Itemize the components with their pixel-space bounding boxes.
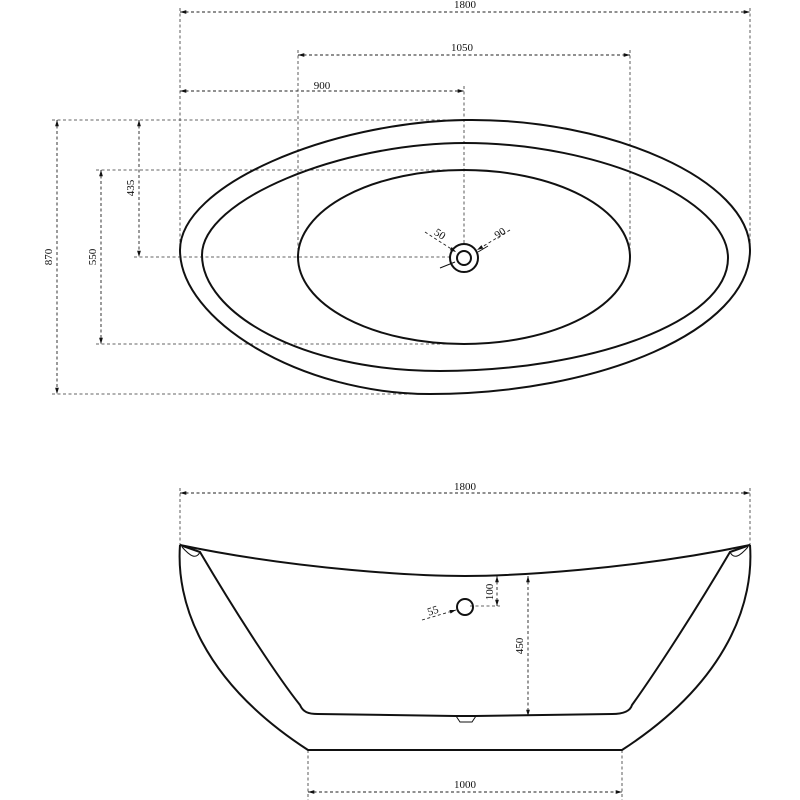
label-top-overall-length: 1800	[454, 0, 476, 11]
label-side-overflow-dia: 55	[425, 603, 441, 619]
tub-outer-rim	[180, 120, 750, 394]
tub-inner-rim	[202, 143, 728, 371]
label-top-overall-width: 870	[43, 248, 55, 266]
label-side-overflow-offset: 100	[484, 583, 496, 601]
label-drain-outer-dia: 90	[492, 225, 509, 242]
drain-outer	[450, 244, 478, 272]
side-view	[180, 481, 751, 800]
label-side-overall-length: 1800	[454, 481, 476, 493]
label-drain-inner-dia: 50	[431, 226, 448, 243]
label-top-drain-offset-y: 435	[125, 179, 137, 197]
overflow-hole	[457, 599, 473, 615]
label-top-bowl-width: 550	[87, 248, 99, 266]
drain-inner	[457, 251, 471, 265]
label-top-bowl-length: 1050	[451, 42, 473, 54]
label-side-base-length: 1000	[454, 779, 476, 791]
tub-side-rim-top	[180, 545, 750, 576]
label-top-drain-offset-x: 900	[313, 80, 331, 92]
top-view	[43, 0, 750, 394]
label-side-depth: 450	[514, 637, 526, 655]
